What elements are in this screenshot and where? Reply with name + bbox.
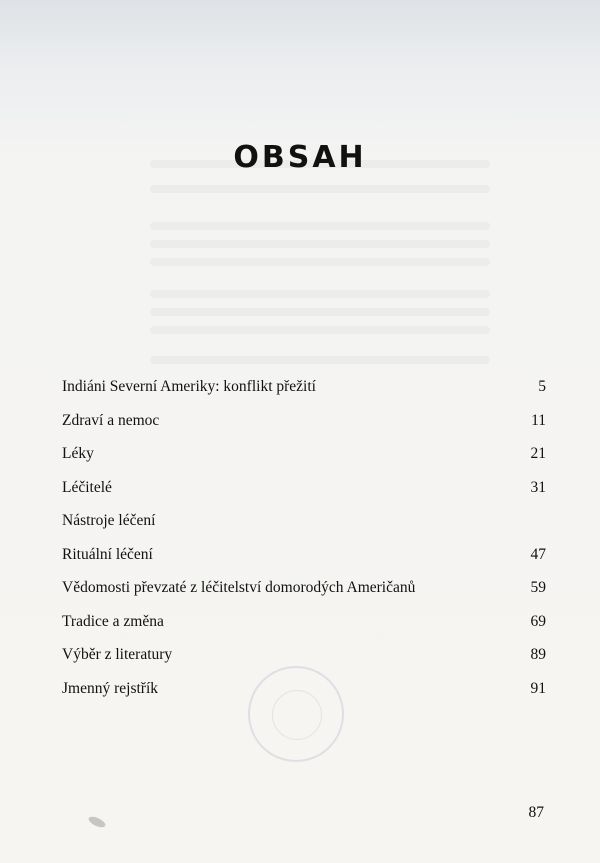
toc-entry-page: 11 (531, 411, 546, 429)
toc-entry (62, 370, 546, 404)
library-stamp (248, 666, 344, 762)
bleed-through-line (150, 290, 490, 298)
toc-entry-page: 59 (530, 579, 546, 596)
page-number: 87 (528, 804, 544, 821)
bleed-through-line (150, 326, 490, 334)
toc-entry (62, 571, 546, 605)
toc-entry-label: Indiáni Severní Ameriky: konflikt přežití (62, 378, 316, 395)
ink-smudge (87, 815, 107, 830)
toc-entry-label: Jmenný rejstřík (62, 679, 158, 697)
library-stamp-center (272, 690, 322, 740)
toc-entry (62, 471, 546, 505)
toc-entry-page: 91 (530, 679, 546, 697)
bleed-through-line (150, 258, 490, 266)
toc-entry-label: Léčitelé (62, 478, 112, 496)
toc-entry-page: 69 (530, 612, 546, 630)
toc-entry-page: 89 (530, 646, 546, 663)
page-title: OBSAH (233, 140, 367, 175)
toc-entry-page: 47 (530, 545, 546, 563)
bleed-through-line (150, 185, 490, 193)
toc-entry-label: Vědomosti převzaté z léčitelství domorodých Američanů (62, 579, 416, 596)
toc-entry (62, 605, 546, 639)
toc-entry (62, 538, 546, 572)
toc-entry-label: Výběr z literatury (62, 646, 173, 663)
toc-entry-label: Tradice a změna (62, 612, 164, 630)
bleed-through-line (150, 356, 490, 364)
toc-entry-label: Léky (62, 445, 94, 462)
toc-entry-label: Nástroje léčení (62, 512, 156, 529)
toc-entry (62, 404, 546, 438)
toc-entry-page: 31 (530, 478, 546, 496)
toc-entry-page: 21 (530, 445, 546, 462)
toc-entry (62, 437, 546, 471)
bleed-through-line (150, 308, 490, 316)
toc-entry-label: Zdraví a nemoc (62, 411, 160, 429)
toc-entry (62, 504, 546, 538)
bleed-through-line (150, 222, 490, 230)
toc-entry-label: Rituální léčení (62, 545, 153, 563)
toc-entry-page: 5 (538, 378, 546, 395)
bleed-through-line (150, 240, 490, 248)
table-of-contents (62, 370, 546, 705)
